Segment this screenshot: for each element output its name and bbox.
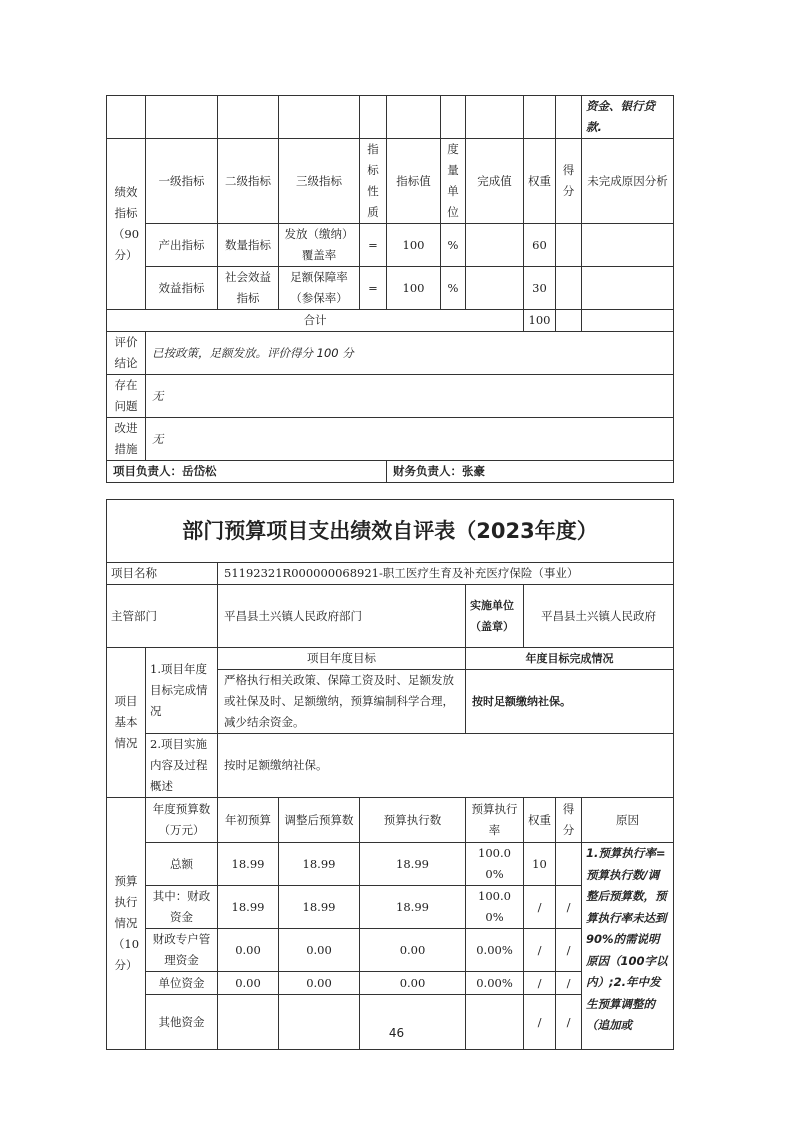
cell-level3: 足额保障率（参保率）	[279, 267, 360, 310]
project-name-label: 项目名称	[107, 563, 218, 585]
budget-adjusted: 18.99	[279, 843, 360, 886]
cell-level2: 数量指标	[218, 224, 279, 267]
goal-text: 严格执行相关政策、保障工资及时、足额发放或社保及时、足额缴纳，预算编制科学合理，减少结余资金。	[218, 670, 466, 734]
cell-level2: 社会效益指标	[218, 267, 279, 310]
header-level3: 三级指标	[279, 139, 360, 224]
budget-rate: 100.00%	[466, 843, 524, 886]
basic-label: 项目基本情况	[107, 648, 146, 798]
cell-reason	[582, 267, 674, 310]
budget-section-label: 预算执行情况（10分）	[107, 798, 146, 1050]
budget-weight: /	[524, 972, 556, 995]
budget-score: /	[556, 886, 582, 929]
budget-weight: 10	[524, 843, 556, 886]
budget-initial	[218, 995, 279, 1050]
impl-value: 平昌县土兴镇人民政府	[524, 585, 674, 648]
cell-level3: 发放（缴纳）覆盖率	[279, 224, 360, 267]
cell-weight: 30	[524, 267, 556, 310]
budget-initial: 0.00	[218, 972, 279, 995]
form-title: 部门预算项目支出绩效自评表（2023年度）	[107, 500, 674, 563]
budget-executed: 18.99	[360, 886, 466, 929]
header-nature: 指标性质	[360, 139, 387, 224]
budget-initial: 18.99	[218, 886, 279, 929]
conclusion-row	[107, 332, 674, 375]
carry-over-row	[107, 96, 674, 139]
carry-over-reason: 资金、银行贷款.	[582, 96, 674, 139]
budget-weight: /	[524, 995, 556, 1050]
cell-weight: 60	[524, 224, 556, 267]
budget-row	[107, 843, 674, 886]
project-lead: 项目负责人：岳岱松	[107, 461, 387, 483]
measures-text: 无	[146, 418, 674, 461]
total-label: 合计	[107, 310, 524, 332]
signature-row	[107, 461, 674, 483]
title-row	[107, 500, 674, 563]
impl-content-label: 2.项目实施内容及过程概述	[146, 734, 218, 798]
budget-executed	[360, 995, 466, 1050]
department-row	[107, 585, 674, 648]
cell-unit: %	[441, 267, 466, 310]
budget-rate: 0.00%	[466, 929, 524, 972]
budget-executed: 0.00	[360, 929, 466, 972]
budget-header-item: 年度预算数（万元）	[146, 798, 218, 843]
budget-initial: 18.99	[218, 843, 279, 886]
budget-weight: /	[524, 886, 556, 929]
budget-header-reason: 原因	[582, 798, 674, 843]
measures-label: 改进措施	[107, 418, 146, 461]
header-level2: 二级指标	[218, 139, 279, 224]
cell-done	[466, 224, 524, 267]
cell-nature: =	[360, 224, 387, 267]
cell-level1: 效益指标	[146, 267, 218, 310]
indicator-row	[107, 267, 674, 310]
page-number: 46	[388, 1026, 405, 1040]
goal-done-text: 按时足额缴纳社保。	[466, 670, 674, 734]
header-unit: 度量单位	[441, 139, 466, 224]
budget-header-rate: 预算执行率	[466, 798, 524, 843]
cell-done	[466, 267, 524, 310]
budget-header-score: 得分	[556, 798, 582, 843]
header-value: 指标值	[387, 139, 441, 224]
cell-reason	[582, 224, 674, 267]
budget-adjusted: 0.00	[279, 972, 360, 995]
budget-header-adjusted: 调整后预算数	[279, 798, 360, 843]
budget-score: /	[556, 929, 582, 972]
dept-value: 平昌县土兴镇人民政府部门	[218, 585, 466, 648]
performance-indicator-table	[106, 95, 674, 483]
header-level1: 一级指标	[146, 139, 218, 224]
problems-text: 无	[146, 375, 674, 418]
budget-item: 单位资金	[146, 972, 218, 995]
problems-row	[107, 375, 674, 418]
dept-label: 主管部门	[107, 585, 218, 648]
cell-level1: 产出指标	[146, 224, 218, 267]
goal-label: 1.项目年度目标完成情况	[146, 648, 218, 734]
budget-item: 总额	[146, 843, 218, 886]
budget-score: /	[556, 972, 582, 995]
budget-item: 财政专户管理资金	[146, 929, 218, 972]
header-weight: 权重	[524, 139, 556, 224]
budget-weight: /	[524, 929, 556, 972]
cell-nature: =	[360, 267, 387, 310]
cell-unit: %	[441, 224, 466, 267]
budget-score	[556, 843, 582, 886]
impl-content-text: 按时足额缴纳社保。	[218, 734, 674, 798]
budget-adjusted	[279, 995, 360, 1050]
header-done: 完成值	[466, 139, 524, 224]
project-name-row	[107, 563, 674, 585]
self-evaluation-table	[106, 499, 674, 1050]
cell-score	[556, 224, 582, 267]
cell-value: 100	[387, 224, 441, 267]
cell-value: 100	[387, 267, 441, 310]
total-weight: 100	[524, 310, 556, 332]
indicator-header-row	[107, 139, 674, 224]
budget-rate	[466, 995, 524, 1050]
goal-done-header: 年度目标完成情况	[466, 648, 674, 670]
budget-initial: 0.00	[218, 929, 279, 972]
problems-label: 存在问题	[107, 375, 146, 418]
budget-reason-text: 1.预算执行率=预算执行数/调整后预算数，预算执行率未达到90%的需说明原因（100字以内）;2.年中发生预算调整的（追加或	[582, 843, 674, 1050]
budget-header-initial: 年初预算	[218, 798, 279, 843]
header-reason: 未完成原因分析	[582, 139, 674, 224]
budget-item: 其中：财政资金	[146, 886, 218, 929]
budget-header-weight: 权重	[524, 798, 556, 843]
budget-executed: 18.99	[360, 843, 466, 886]
impl-content-row	[107, 734, 674, 798]
budget-executed: 0.00	[360, 972, 466, 995]
budget-item: 其他资金	[146, 995, 218, 1050]
cell-score	[556, 267, 582, 310]
total-row	[107, 310, 674, 332]
budget-header-row	[107, 798, 674, 843]
measures-row	[107, 418, 674, 461]
impl-label: 实施单位（盖章）	[466, 585, 524, 648]
budget-header-executed: 预算执行数	[360, 798, 466, 843]
budget-rate: 100.00%	[466, 886, 524, 929]
indicator-row	[107, 224, 674, 267]
budget-score: /	[556, 995, 582, 1050]
perf-section-label: 绩效指标（90分）	[107, 139, 146, 310]
conclusion-text: 已按政策，足额发放。评价得分 100 分	[146, 332, 674, 375]
goal-header: 项目年度目标	[218, 648, 466, 670]
budget-rate: 0.00%	[466, 972, 524, 995]
project-name: 51192321R000000068921-职工医疗生育及补充医疗保险（事业）	[218, 563, 674, 585]
conclusion-label: 评价结论	[107, 332, 146, 375]
header-score: 得分	[556, 139, 582, 224]
budget-adjusted: 18.99	[279, 886, 360, 929]
finance-lead: 财务负责人：张豪	[387, 461, 674, 483]
budget-adjusted: 0.00	[279, 929, 360, 972]
goal-header-row	[107, 648, 674, 670]
